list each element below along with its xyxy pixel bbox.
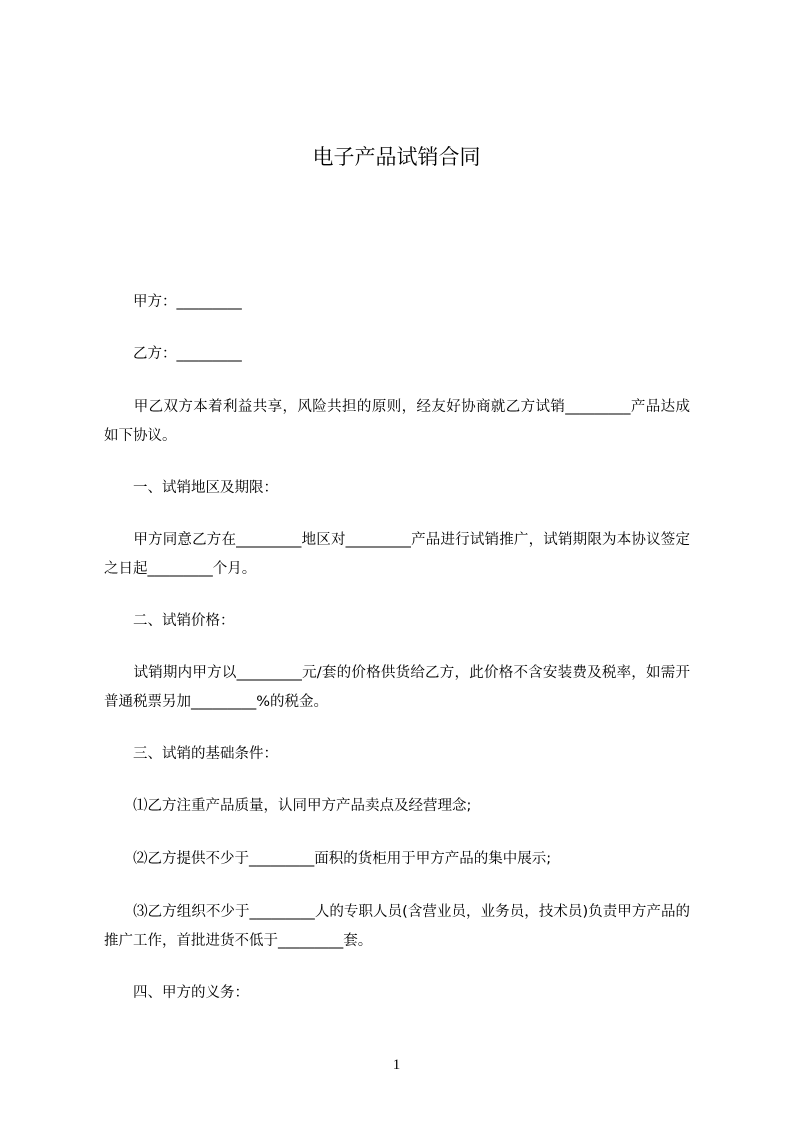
document-title: 电子产品试销合同 — [312, 145, 481, 169]
party-a-line: 甲方：_________ — [104, 294, 242, 310]
section-1-heading: 一、试销地区及期限： — [104, 480, 278, 496]
section-4-heading: 四、甲方的义务： — [104, 985, 249, 1001]
section-3-item-1: ⑴乙方注重产品质量，认同甲方产品卖点及经营理念; — [104, 798, 472, 814]
section-1-body: 甲方同意乙方在_________地区对_________产品进行试销推广，试销期限为本协议签定之日起_________个月。 — [104, 532, 690, 577]
section-2-body: 试销期内甲方以_________元/套的价格供货给乙方，此价格不含安装费及税率，如需开普通税票另加_________%的税金。 — [104, 665, 690, 710]
section-3-heading: 三、试销的基础条件： — [104, 746, 278, 762]
intro-paragraph: 甲乙双方本着利益共享，风险共担的原则，经友好协商就乙方试销_________产品达成如下协议。 — [104, 399, 690, 444]
section-3-item-2: ⑵乙方提供不少于_________面积的货柜用于甲方产品的集中展示; — [104, 851, 552, 867]
section-2-heading: 二、试销价格： — [104, 613, 235, 629]
party-b-line: 乙方：_________ — [104, 346, 242, 362]
page-number: 1 — [392, 1057, 401, 1073]
section-3-item-3: ⑶乙方组织不少于_________人的专职人员(含营业员，业务员，技术员)负责甲方产品的推广工作，首批进货不低于_________套。 — [104, 904, 690, 949]
